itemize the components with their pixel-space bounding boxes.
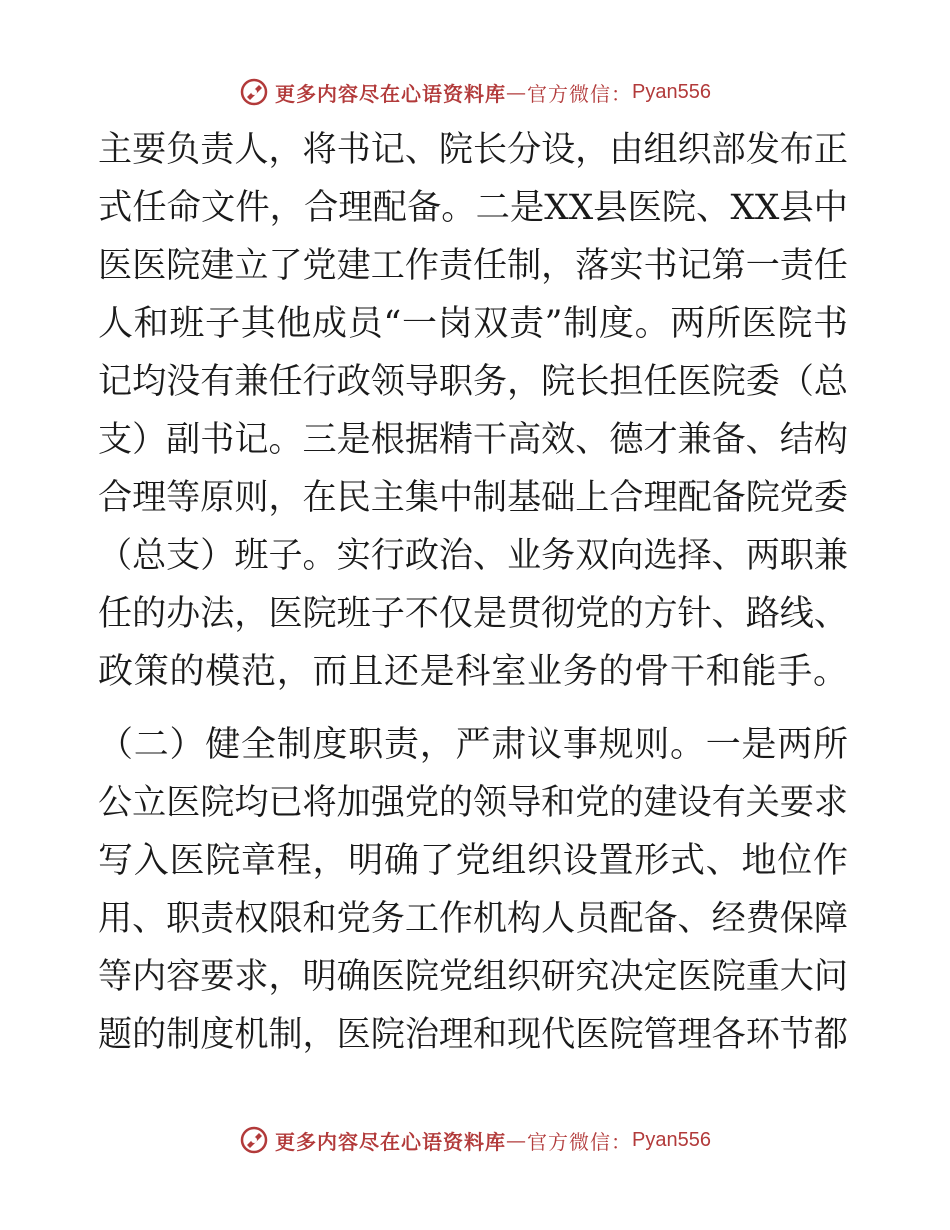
text-line: 公立医院均已将加强党的领导和党的建设有关要求 <box>98 783 848 823</box>
text-line: （二）健全制度职责，严肃议事规则。一是两所 <box>98 725 849 765</box>
text-line: 任的办法，医院班子不仅是贯彻党的方针、路线、 <box>98 594 848 634</box>
header-banner <box>0 72 950 112</box>
banner-separator: — <box>506 1128 528 1152</box>
text-line: （总支）班子。实行政治、业务双向选择、两职兼 <box>98 536 848 576</box>
banner-brand-text: 更多内容尽在心语资料库 <box>275 81 507 106</box>
text-line: 题的制度机制，医院治理和现代医院管理各环节都 <box>98 1015 848 1055</box>
brand-logo-icon <box>239 1125 269 1155</box>
text-line: 支）副书记。三是根据精干高效、德才兼备、结构 <box>98 420 848 460</box>
text-line: 记均没有兼任行政领导职务，院长担任医院委（总 <box>98 362 848 402</box>
banner-separator: — <box>506 80 528 104</box>
banner-wechat-label: 官方微信： <box>527 1129 633 1154</box>
banner-brand-text: 更多内容尽在心语资料库 <box>275 1129 507 1154</box>
banner-wechat-id: Pyan556 <box>632 1128 711 1151</box>
text-line: 用、职责权限和党务工作机构人员配备、经费保障 <box>98 899 848 939</box>
text-line: 合理等原则，在民主集中制基础上合理配备院党委 <box>98 478 848 518</box>
brand-logo-icon <box>239 77 269 107</box>
text-line: 主要负责人，将书记、院长分设，由组织部发布正 <box>98 130 848 170</box>
banner-wechat-label: 官方微信： <box>527 81 633 106</box>
text-line: 式任命文件，合理配备。二是XX县医院、XX县中 <box>98 188 848 228</box>
text-line: 写入医院章程，明确了党组织设置形式、地位作 <box>98 841 849 881</box>
text-line: 等内容要求，明确医院党组织研究决定医院重大问 <box>98 957 848 997</box>
text-line: 医医院建立了党建工作责任制，落实书记第一责任 <box>98 246 848 286</box>
text-line: 人和班子其他成员“一岗双责”制度。两所医院书 <box>98 304 849 344</box>
text-line: 政策的模范，而且还是科室业务的骨干和能手。 <box>98 652 849 692</box>
footer-banner <box>0 1120 950 1160</box>
banner-wechat-id: Pyan556 <box>632 80 711 103</box>
